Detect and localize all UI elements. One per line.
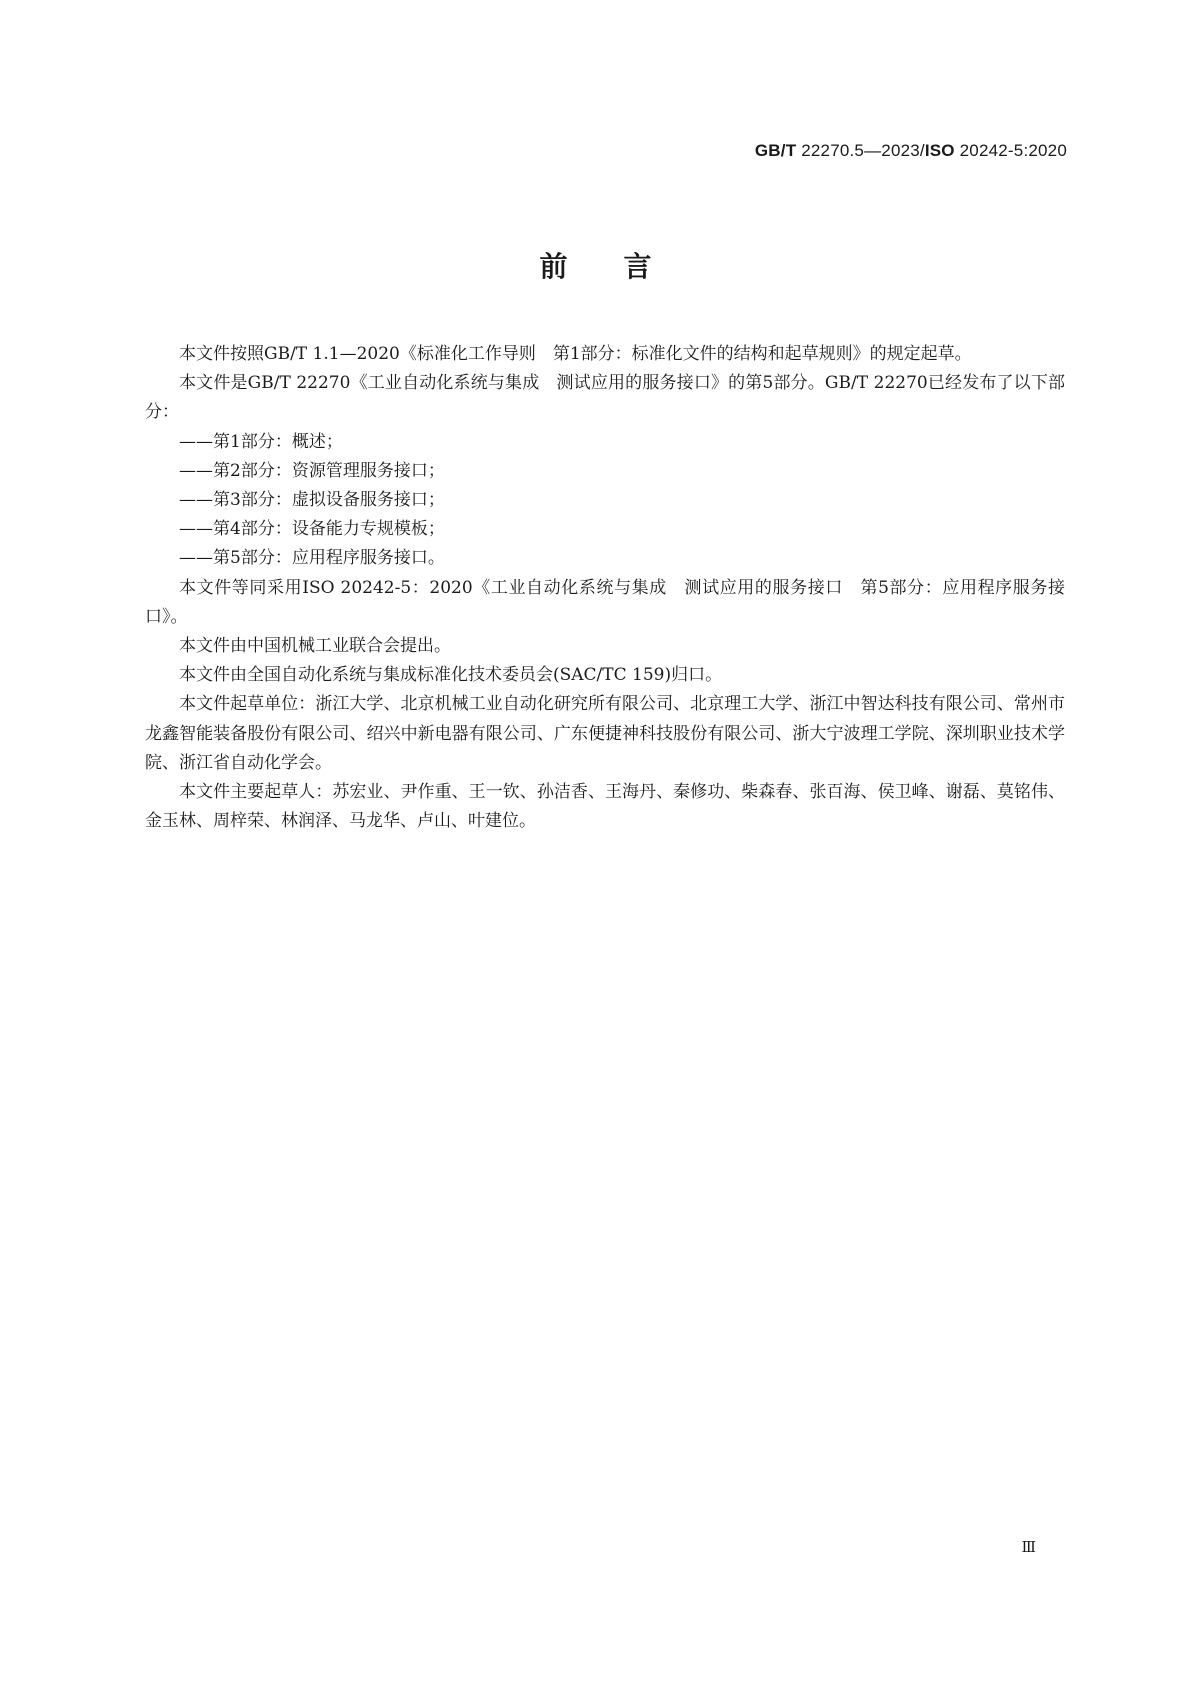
list-item-text: 第3部分：虚拟设备服务接口； [213,490,445,511]
list-item-text: 第2部分：资源管理服务接口； [213,460,445,481]
gbt-label: GB/T [754,141,797,160]
paragraph-under-jurisdiction: 本文件由全国自动化系统与集成标准化技术委员会(SAC/TC 159)归口。 [179,665,723,686]
list-item [145,457,1065,486]
foreword-body [145,340,1065,836]
paragraph-drafting-units: 本文件起草单位：浙江大学、北京机械工业自动化研究所有限公司、北京理工大学、浙江中智达科技有限公司、常州市龙鑫智能装备股份有限公司、绍兴中新电器有限公司、广东便捷神科技股份有限公司、浙大宁波理工学院、深圳职业技术学院、浙江省自动化学会。 [145,694,1065,773]
iso-number: 20242-5:2020 [959,141,1067,160]
list-item [145,428,1065,457]
gbt-number: 22270.5—2023/ [801,141,925,160]
paragraph-drafters: 本文件主要起草人：苏宏业、尹作重、王一钦、孙洁香、王海丹、秦修功、柴森春、张百海、侯卫峰、谢磊、莫铭伟、金玉林、周梓荣、林润泽、马龙华、卢山、叶建位。 [145,782,1065,832]
list-dash: —— [179,431,213,452]
list-item [145,515,1065,544]
list-item-text: 第4部分：设备能力专规模板； [213,519,445,540]
list-item [145,544,1065,573]
list-dash: —— [179,490,213,511]
list-item [145,486,1065,515]
page-title: 前言 [539,250,708,283]
list-dash: —— [179,460,213,481]
paragraph-drafting-rules: 本文件按照GB/T 1.1—2020《标准化工作导则 第1部分：标准化文件的结构和起草规则》的规定起草。 [179,344,972,364]
iso-label: ISO [924,141,955,160]
page-number: Ⅲ [1021,1538,1036,1556]
list-item-text: 第1部分：概述； [213,431,343,452]
list-item-text: 第5部分：应用程序服务接口。 [213,548,445,569]
list-dash: —— [179,519,213,540]
paragraph-series-info: 本文件是GB/T 22270《工业自动化系统与集成 测试应用的服务接口》的第5部分。GB/T 22270已经发布了以下部分： [145,373,1065,423]
paragraph-equivalent-adoption: 本文件等同采用ISO 20242-5：2020《工业自动化系统与集成 测试应用的服务接口 第5部分：应用程序服务接口》。 [145,577,1065,627]
paragraph-proposed-by: 本文件由中国机械工业联合会提出。 [179,636,451,657]
standard-number-header [755,141,1067,161]
list-dash: —— [179,548,213,569]
